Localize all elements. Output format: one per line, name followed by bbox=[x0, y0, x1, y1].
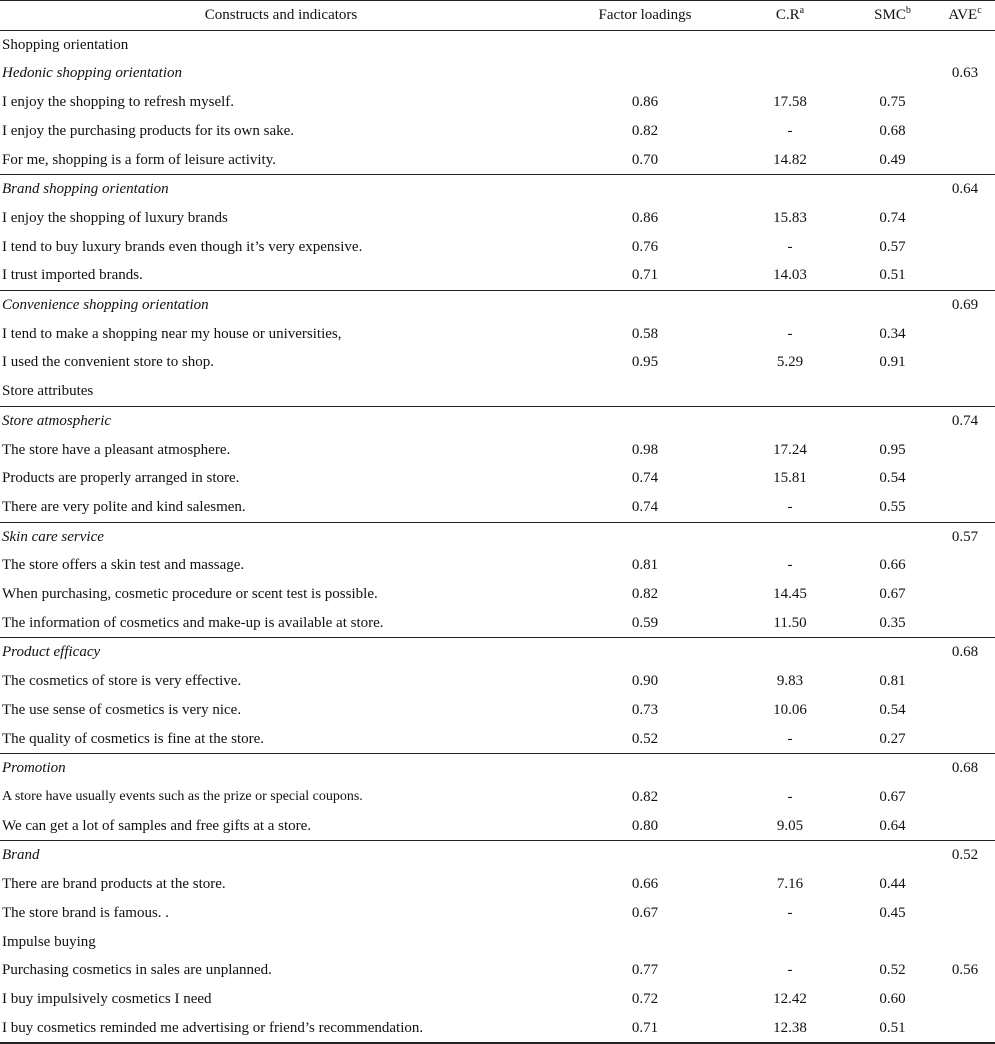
table-row bbox=[0, 551, 995, 580]
indicator-cell: Convenience shopping orientation bbox=[0, 291, 560, 320]
smc-cell bbox=[850, 59, 935, 88]
indicator-cell: The store offers a skin test and massage. bbox=[2, 557, 245, 574]
ave-cell bbox=[935, 436, 995, 465]
cr-cell: 9.05 bbox=[776, 817, 804, 834]
factor-loading-cell: 0.81 bbox=[631, 557, 659, 574]
subconstruct-row bbox=[0, 841, 995, 870]
ave-cell bbox=[935, 233, 995, 262]
cr-cell: - bbox=[787, 788, 793, 805]
cr-cell: - bbox=[787, 238, 793, 255]
table-row bbox=[0, 1014, 995, 1044]
factor-loading-cell: 0.77 bbox=[631, 962, 659, 979]
smc-cell: 0.27 bbox=[879, 730, 906, 747]
indicator-cell: I enjoy the shopping to refresh myself. bbox=[2, 94, 235, 111]
table-row bbox=[0, 985, 995, 1014]
subconstruct-row bbox=[0, 59, 995, 88]
ave-cell bbox=[935, 30, 995, 59]
table-row bbox=[0, 261, 995, 290]
cr-cell: 10.06 bbox=[773, 701, 807, 718]
indicator-cell: There are very polite and kind salesmen. bbox=[2, 498, 246, 515]
cr-cell: 12.42 bbox=[773, 990, 807, 1007]
factor-loading-cell bbox=[560, 406, 730, 435]
ave-cell: 0.57 bbox=[935, 522, 995, 551]
indicator-cell: I buy cosmetics reminded me advertising or friend’s recommendation. bbox=[0, 1014, 560, 1044]
table-body bbox=[0, 30, 995, 1043]
factor-loading-cell: 0.70 bbox=[631, 151, 659, 168]
indicator-cell: The quality of cosmetics is fine at the store. bbox=[2, 730, 265, 747]
ave-cell bbox=[935, 261, 995, 290]
table-row bbox=[0, 493, 995, 522]
smc-cell: 0.64 bbox=[879, 817, 906, 834]
ave-cell bbox=[935, 783, 995, 812]
factor-loading-cell: 0.76 bbox=[631, 238, 659, 255]
ave-cell: 0.68 bbox=[935, 754, 995, 783]
cr-cell: 5.29 bbox=[776, 354, 804, 371]
table-row bbox=[0, 725, 995, 754]
ave-cell: 0.74 bbox=[935, 406, 995, 435]
smc-cell: 0.51 bbox=[879, 267, 906, 284]
header-smc-note: b bbox=[905, 5, 911, 16]
indicator-cell: When purchasing, cosmetic procedure or scent test is possible. bbox=[2, 586, 378, 603]
cr-cell bbox=[730, 377, 850, 406]
table-row bbox=[0, 464, 995, 493]
factor-loading-cell bbox=[560, 175, 730, 204]
ave-cell bbox=[935, 812, 995, 841]
factor-loading-cell: 0.82 bbox=[631, 122, 659, 139]
table-row bbox=[0, 783, 995, 812]
indicator-cell: I buy impulsively cosmetics I need bbox=[2, 990, 212, 1007]
cr-cell: - bbox=[787, 904, 793, 921]
smc-cell: 0.60 bbox=[879, 990, 906, 1007]
table-row bbox=[0, 899, 995, 928]
subconstruct-row bbox=[0, 638, 995, 667]
subconstruct-row bbox=[0, 291, 995, 320]
smc-cell bbox=[850, 175, 935, 204]
section-row bbox=[0, 377, 995, 406]
factor-loading-cell: 0.74 bbox=[631, 498, 659, 515]
smc-cell: 0.67 bbox=[879, 586, 906, 603]
indicator-cell: Hedonic shopping orientation bbox=[2, 65, 182, 82]
ave-cell: 0.56 bbox=[951, 962, 979, 979]
factor-loading-cell bbox=[560, 928, 730, 957]
indicator-cell: Brand bbox=[0, 841, 560, 870]
factor-loading-cell: 0.59 bbox=[631, 614, 659, 631]
indicator-cell: The information of cosmetics and make-up is available at store. bbox=[2, 614, 384, 631]
ave-cell bbox=[935, 899, 995, 928]
ave-cell bbox=[935, 88, 995, 117]
factor-loading-cell: 0.90 bbox=[631, 673, 659, 690]
subconstruct-row bbox=[0, 175, 995, 204]
table-row bbox=[0, 233, 995, 262]
factor-loading-cell: 0.82 bbox=[631, 586, 659, 603]
smc-cell: 0.74 bbox=[879, 209, 906, 226]
table-header bbox=[0, 1, 995, 31]
factor-loading-cell: 0.74 bbox=[631, 470, 659, 487]
cr-cell bbox=[730, 522, 850, 551]
factor-loading-cell: 0.82 bbox=[631, 788, 659, 805]
header-indicators: Constructs and indicators bbox=[204, 7, 358, 23]
table-row bbox=[0, 348, 995, 377]
indicator-cell: The use sense of cosmetics is very nice. bbox=[2, 701, 242, 718]
cr-cell bbox=[730, 30, 850, 59]
indicator-cell: I enjoy the purchasing products for its own sake. bbox=[2, 122, 295, 139]
table-row bbox=[0, 204, 995, 233]
factor-loading-cell: 0.73 bbox=[631, 701, 659, 718]
cr-cell: 7.16 bbox=[776, 876, 804, 893]
ave-cell bbox=[935, 551, 995, 580]
factor-loading-cell bbox=[560, 30, 730, 59]
smc-cell bbox=[850, 406, 935, 435]
subconstruct-row bbox=[0, 406, 995, 435]
subconstruct-row bbox=[0, 754, 995, 783]
ave-cell bbox=[935, 580, 995, 609]
smc-cell: 0.55 bbox=[879, 498, 906, 515]
ave-cell bbox=[935, 320, 995, 349]
ave-cell: 0.64 bbox=[935, 175, 995, 204]
indicator-cell: The store have a pleasant atmosphere. bbox=[2, 441, 231, 458]
ave-cell bbox=[935, 985, 995, 1014]
ave-cell bbox=[935, 928, 995, 957]
cr-cell bbox=[730, 754, 850, 783]
smc-cell: 0.54 bbox=[879, 470, 906, 487]
factor-loading-cell: 0.86 bbox=[631, 94, 659, 111]
factor-loading-cell: 0.66 bbox=[631, 876, 659, 893]
indicator-cell: Store attributes bbox=[2, 383, 94, 400]
smc-cell bbox=[850, 638, 935, 667]
cr-cell: - bbox=[787, 122, 793, 139]
indicator-cell: Shopping orientation bbox=[2, 36, 129, 53]
cr-cell: 17.24 bbox=[773, 441, 807, 458]
cr-cell: 9.83 bbox=[776, 673, 804, 690]
factor-loading-cell bbox=[560, 841, 730, 870]
ave-cell bbox=[935, 725, 995, 754]
table-row bbox=[0, 696, 995, 725]
indicator-cell: A store have usually events such as the prize or special coupons. bbox=[2, 788, 363, 804]
smc-cell: 0.54 bbox=[879, 701, 906, 718]
factor-loading-cell: 0.98 bbox=[631, 441, 659, 458]
cr-cell bbox=[730, 928, 850, 957]
indicator-cell: Purchasing cosmetics in sales are unplanned. bbox=[2, 962, 272, 979]
smc-cell: 0.68 bbox=[879, 122, 906, 139]
smc-cell: 0.75 bbox=[879, 94, 906, 111]
header-ave-note: c bbox=[977, 5, 982, 16]
ave-cell: 0.63 bbox=[951, 65, 979, 82]
table-row bbox=[0, 117, 995, 146]
ave-cell bbox=[935, 146, 995, 175]
factor-loading-cell: 0.86 bbox=[631, 209, 659, 226]
cr-cell: 17.58 bbox=[773, 94, 807, 111]
factor-loading-cell: 0.71 bbox=[631, 267, 659, 284]
indicator-cell: I tend to make a shopping near my house or universities, bbox=[2, 325, 342, 342]
cr-cell bbox=[730, 291, 850, 320]
ave-cell bbox=[935, 609, 995, 638]
ave-cell bbox=[935, 667, 995, 696]
smc-cell: 0.81 bbox=[879, 673, 906, 690]
header-cr-label: C.R bbox=[775, 7, 800, 23]
smc-cell bbox=[850, 291, 935, 320]
factor-loading-cell: 0.95 bbox=[631, 354, 659, 371]
smc-cell: 0.52 bbox=[879, 962, 906, 979]
smc-cell: 0.49 bbox=[879, 151, 906, 168]
table-row bbox=[0, 609, 995, 638]
ave-cell bbox=[935, 204, 995, 233]
cr-cell: - bbox=[787, 962, 793, 979]
smc-cell bbox=[850, 841, 935, 870]
factor-loading-cell bbox=[560, 522, 730, 551]
table-row bbox=[0, 870, 995, 899]
ave-cell: 0.69 bbox=[935, 291, 995, 320]
table-row bbox=[0, 88, 995, 117]
factor-loading-cell bbox=[560, 638, 730, 667]
indicator-cell: There are brand products at the store. bbox=[2, 876, 226, 893]
factor-loading-cell: 0.72 bbox=[631, 990, 659, 1007]
smc-cell bbox=[850, 377, 935, 406]
cr-cell bbox=[730, 841, 850, 870]
table-row bbox=[0, 146, 995, 175]
smc-cell bbox=[850, 754, 935, 783]
indicator-cell: The cosmetics of store is very effective. bbox=[2, 673, 242, 690]
indicator-cell: We can get a lot of samples and free gifts at a store. bbox=[2, 817, 312, 834]
ave-cell bbox=[935, 464, 995, 493]
cr-cell bbox=[730, 175, 850, 204]
header-row bbox=[0, 1, 995, 31]
smc-cell: 0.91 bbox=[879, 354, 906, 371]
section-row bbox=[0, 30, 995, 59]
indicator-cell: I enjoy the shopping of luxury brands bbox=[2, 209, 228, 226]
ave-cell bbox=[935, 1014, 995, 1044]
indicator-cell: I tend to buy luxury brands even though it’s very expensive. bbox=[2, 238, 363, 255]
smc-cell: 0.35 bbox=[879, 614, 906, 631]
indicator-cell: Promotion bbox=[0, 754, 560, 783]
cr-cell: 14.82 bbox=[773, 151, 807, 168]
cr-cell: 15.83 bbox=[773, 209, 807, 226]
factor-loading-cell: 0.80 bbox=[631, 817, 659, 834]
header-cr-note: a bbox=[799, 5, 805, 16]
header-smc bbox=[850, 1, 935, 31]
factor-loading-cell bbox=[560, 59, 730, 88]
table-row bbox=[0, 436, 995, 465]
indicator-cell: Products are properly arranged in store. bbox=[2, 470, 240, 487]
smc-cell: 0.51 bbox=[850, 1014, 935, 1044]
subconstruct-row bbox=[0, 522, 995, 551]
cr-cell: 15.81 bbox=[773, 470, 807, 487]
header-factor-loadings: Factor loadings bbox=[598, 7, 692, 23]
indicator-cell: Skin care service bbox=[0, 522, 560, 551]
cr-cell: 12.38 bbox=[730, 1014, 850, 1044]
ave-cell: 0.68 bbox=[935, 638, 995, 667]
smc-cell bbox=[850, 928, 935, 957]
factor-loading-cell: 0.67 bbox=[631, 904, 659, 921]
ave-cell bbox=[935, 117, 995, 146]
section-row bbox=[0, 928, 995, 957]
smc-cell: 0.44 bbox=[879, 876, 906, 893]
table-row bbox=[0, 812, 995, 841]
indicator-cell: Impulse buying bbox=[2, 933, 96, 950]
indicator-cell: I used the convenient store to shop. bbox=[2, 354, 215, 371]
factor-loading-cell: 0.52 bbox=[631, 730, 659, 747]
ave-cell bbox=[935, 348, 995, 377]
smc-cell: 0.45 bbox=[879, 904, 906, 921]
header-cr bbox=[730, 1, 850, 31]
cr-cell: - bbox=[787, 557, 793, 574]
ave-cell bbox=[935, 377, 995, 406]
header-smc-label: SMC bbox=[874, 7, 906, 23]
cr-cell bbox=[730, 638, 850, 667]
cr-cell: 14.45 bbox=[773, 586, 807, 603]
ave-cell bbox=[935, 493, 995, 522]
indicator-cell: For me, shopping is a form of leisure activity. bbox=[2, 151, 276, 168]
cr-cell bbox=[730, 406, 850, 435]
ave-cell: 0.52 bbox=[935, 841, 995, 870]
indicator-cell: Store atmospheric bbox=[0, 406, 560, 435]
smc-cell: 0.34 bbox=[879, 325, 906, 342]
cr-cell bbox=[730, 59, 850, 88]
ave-cell bbox=[935, 696, 995, 725]
smc-cell: 0.67 bbox=[879, 788, 906, 805]
cr-cell: - bbox=[787, 730, 793, 747]
indicator-cell: Brand shopping orientation bbox=[0, 175, 560, 204]
cr-cell: - bbox=[787, 498, 793, 515]
ave-cell bbox=[935, 870, 995, 899]
cr-cell: 14.03 bbox=[773, 267, 807, 284]
factor-loading-cell bbox=[560, 377, 730, 406]
table-row bbox=[0, 956, 995, 985]
header-ave bbox=[935, 1, 995, 31]
indicator-cell: The store brand is famous. . bbox=[2, 904, 170, 921]
indicator-cell: I trust imported brands. bbox=[2, 267, 143, 284]
cr-cell: 11.50 bbox=[773, 614, 807, 631]
smc-cell bbox=[850, 522, 935, 551]
indicator-cell: Product efficacy bbox=[0, 638, 560, 667]
factor-loading-cell bbox=[560, 754, 730, 783]
cr-cell: - bbox=[787, 325, 793, 342]
smc-cell bbox=[850, 30, 935, 59]
smc-cell: 0.95 bbox=[879, 441, 906, 458]
factor-loading-cell: 0.71 bbox=[560, 1014, 730, 1044]
table-row bbox=[0, 580, 995, 609]
table-row bbox=[0, 667, 995, 696]
header-ave-label: AVE bbox=[948, 7, 978, 23]
factor-loading-cell: 0.58 bbox=[631, 325, 659, 342]
factor-loading-cell bbox=[560, 291, 730, 320]
smc-cell: 0.66 bbox=[879, 557, 906, 574]
table-row bbox=[0, 320, 995, 349]
smc-cell: 0.57 bbox=[879, 238, 906, 255]
